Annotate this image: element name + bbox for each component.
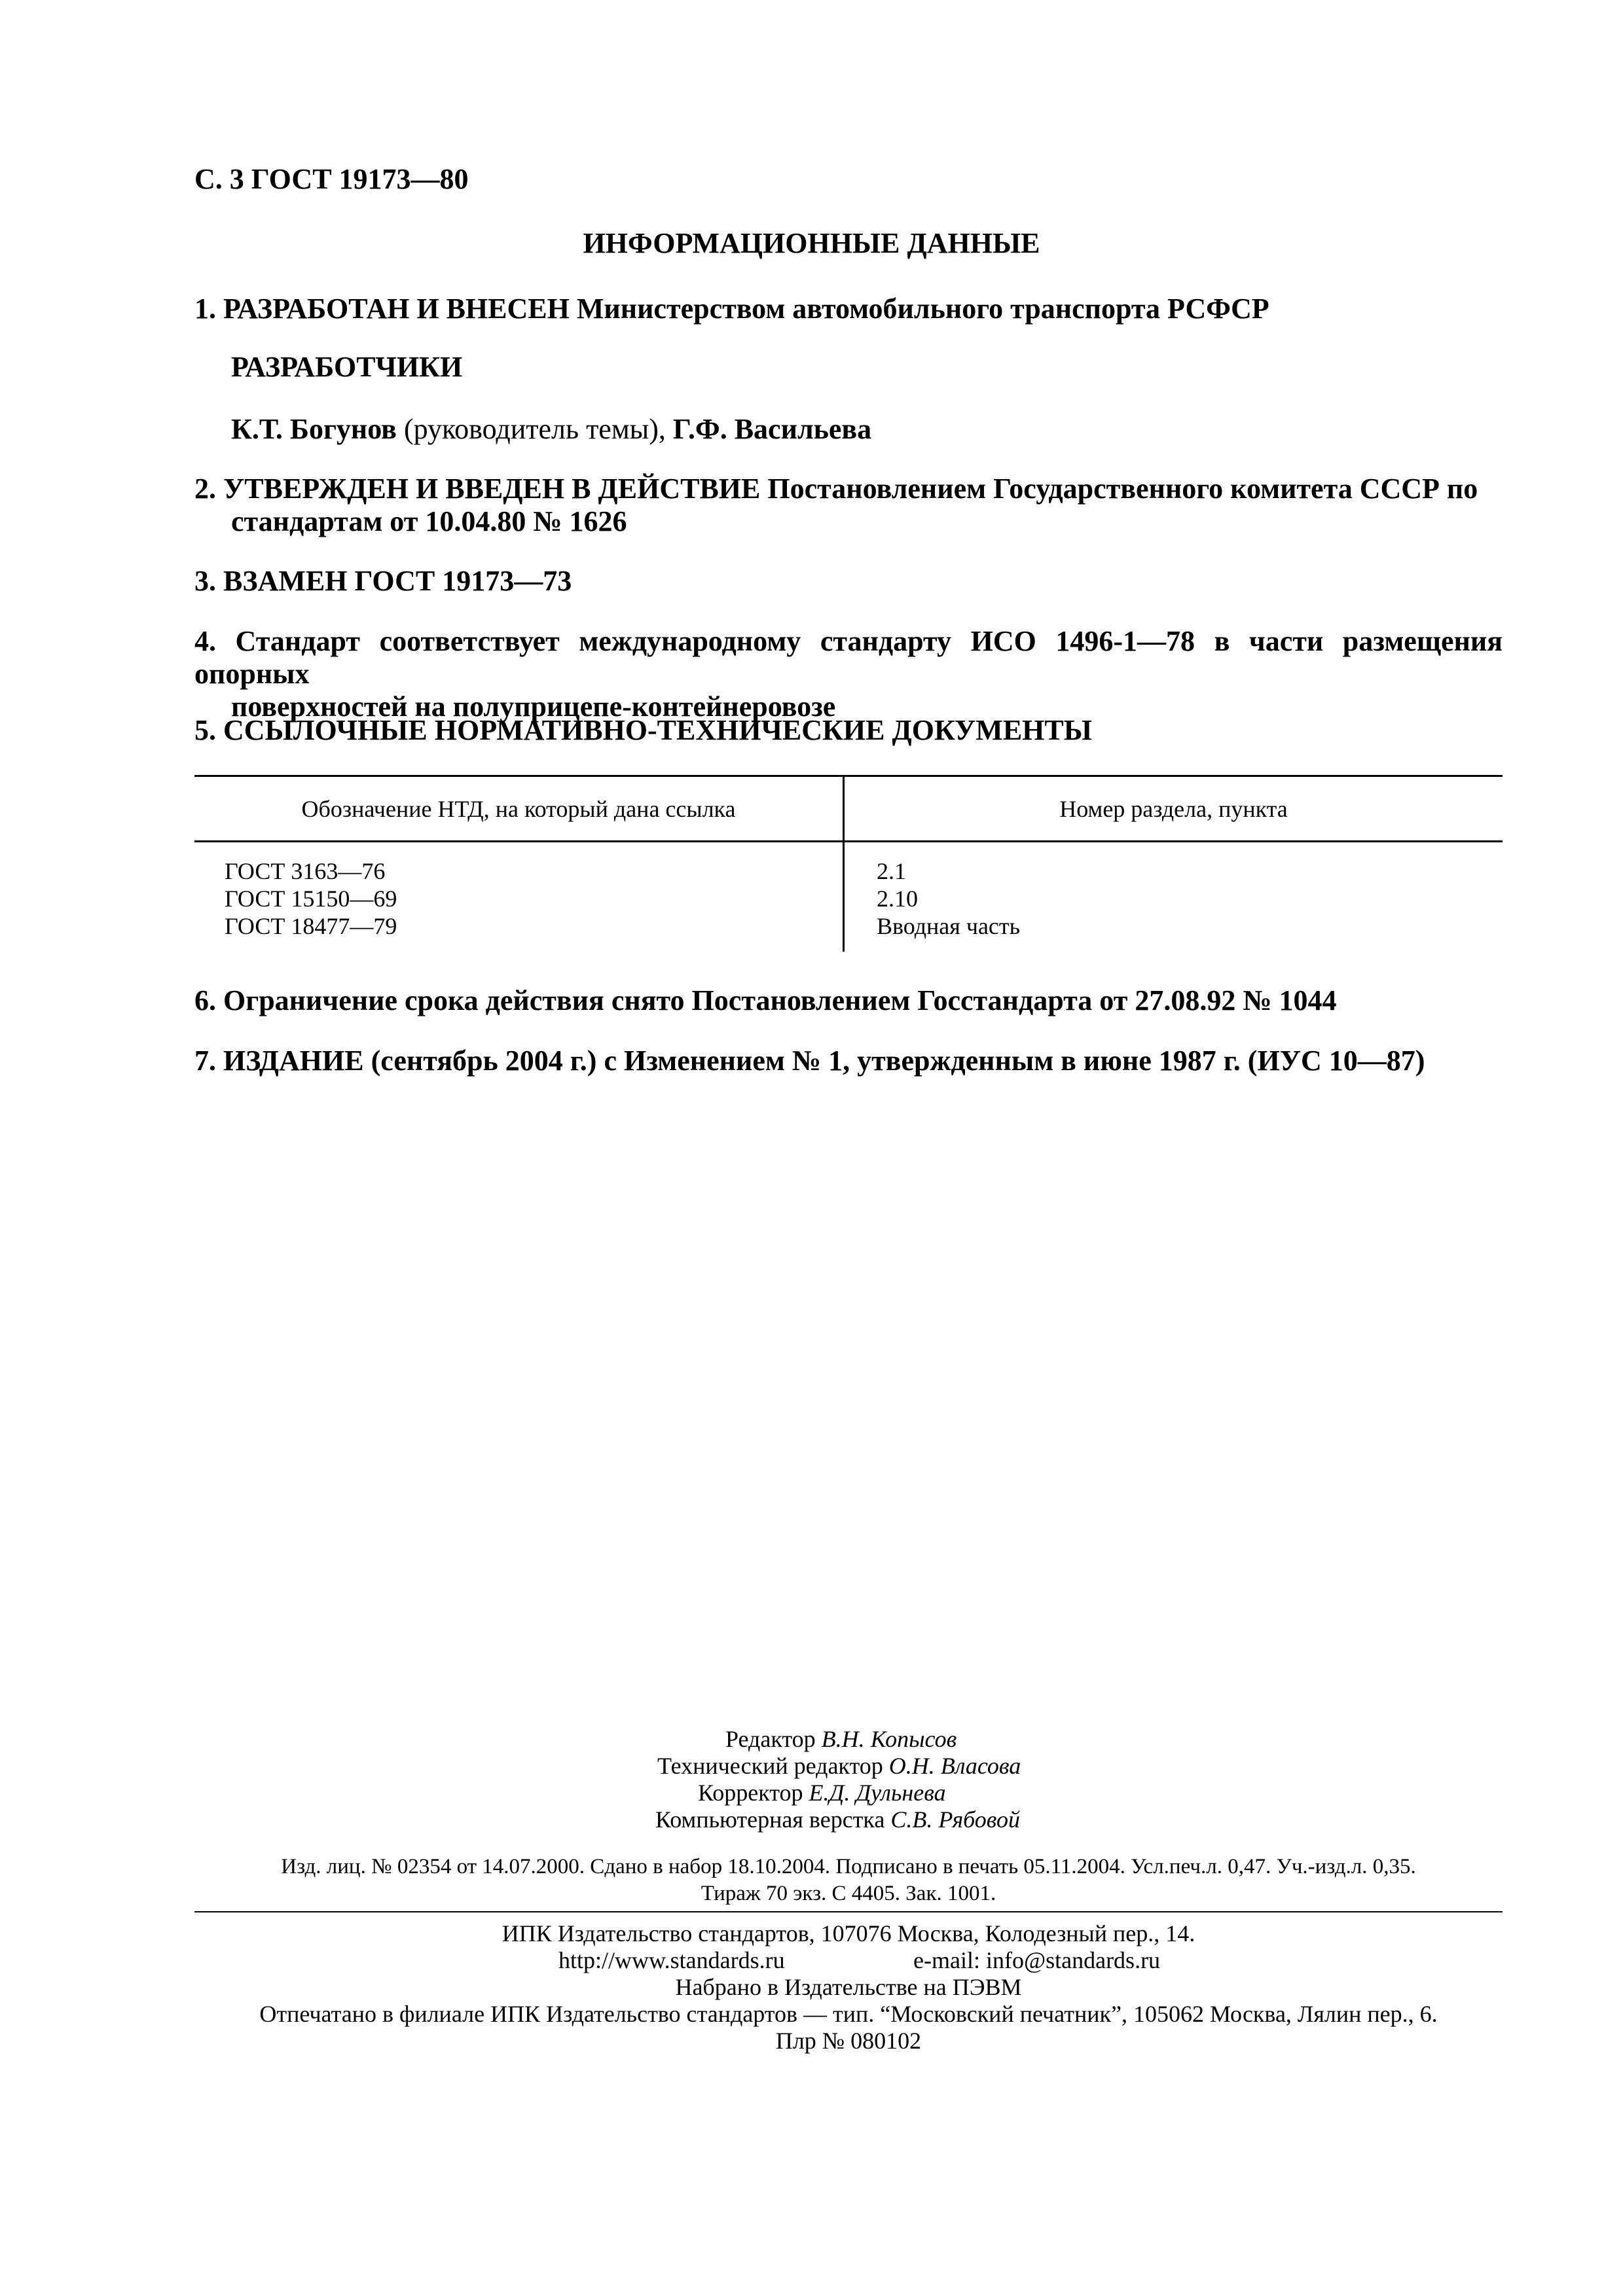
page-reference: С. 3 ГОСТ 19173—80 [194,163,469,195]
staff-role: Редактор [725,1726,822,1752]
developer-name: Г.Ф. Васильева [672,413,872,445]
item-6: 6. Ограничение срока действия снято Постановлением Госстандарта от 27.08.92 № 1044 [194,984,1337,1016]
table-cell: ГОСТ 3163—76 [225,858,386,884]
item-2-line-1: 2. УТВЕРЖДЕН И ВВЕДЕН В ДЕЙСТВИЕ Постановлением Государственного комитета СССР по [194,473,1478,505]
table-cell: ГОСТ 15150—69 [225,886,397,912]
imprint-rule [194,1911,1503,1912]
page-title: ИНФОРМАЦИОННЫЕ ДАННЫЕ [583,227,1040,259]
staff-role: Технический редактор [657,1753,889,1779]
staff-name: С.В. Рябовой [890,1806,1020,1833]
developers-line [231,412,871,446]
item-7: 7. ИЗДАНИЕ (сентябрь 2004 г.) с Изменением № 1, утвержденным в июне 1987 г. (ИУС 10—87) [194,1045,1425,1077]
publisher-address: ИПК Издательство стандартов, 107076 Москва, Колодезный пер., 14. [501,1920,1195,1946]
table-cell: 2.1 [877,858,906,884]
table-cell: Вводная часть [877,913,1021,939]
table-header-designation: Обозначение НТД, на который дана ссылка [301,796,736,822]
publisher-website: http://www.standards.ru [558,1947,785,1973]
item-3: 3. ВЗАМЕН ГОСТ 19173—73 [194,565,572,597]
staff-editor [725,1725,957,1753]
imprint-line-1: Изд. лиц. № 02354 от 14.07.2000. Сдано в набор 18.10.2004. Подписано в печать 05.11.2004. Усл.печ.л. 0,47. Уч.-изд.л. 0,35. [281,1855,1416,1878]
staff-tech-editor [657,1752,1021,1780]
developers-heading: РАЗРАБОТЧИКИ [231,351,463,383]
table-top-rule [194,775,1503,777]
table-header-section: Номер раздела, пункта [1059,796,1288,822]
item-5: 5. ССЫЛОЧНЫЕ НОРМАТИВНО-ТЕХНИЧЕСКИЕ ДОКУМЕНТЫ [194,714,1092,746]
publisher-email: e-mail: info@standards.ru [913,1947,1161,1973]
publisher-typeset: Набрано в Издательстве на ПЭВМ [675,1974,1022,2000]
staff-name: О.Н. Власова [888,1753,1021,1779]
table-cell: ГОСТ 18477—79 [225,913,397,939]
developer-name: К.Т. Богунов [231,413,397,445]
imprint-line-2: Тираж 70 экз. С 4405. Зак. 1001. [701,1882,996,1905]
staff-name: Е.Д. Дульнева [809,1780,946,1806]
publisher-license: Плр № 080102 [775,2028,922,2054]
item-4 [194,625,1503,723]
item-4-line-1: 4. Стандарт соответствует международному стандарту ИСО 1496-1—78 в части размещения опорных [194,625,1503,690]
staff-role: Компьютерная верстка [655,1806,891,1833]
item-2 [194,473,1503,538]
developer-role: (руководитель темы), [396,413,673,445]
staff-layout [655,1806,1020,1833]
publisher-printed: Отпечатано в филиале ИПК Издательство стандартов — тип. “Московский печатник”, 105062 Москва, Лялин пер., 6. [259,2001,1438,2027]
staff-corrector [698,1779,946,1806]
item-2-line-2: стандартам от 10.04.80 № 1626 [231,505,627,537]
item-1: 1. РАЗРАБОТАН И ВНЕСЕН Министерством автомобильного транспорта РСФСР [194,293,1269,325]
staff-name: В.Н. Копысов [821,1726,957,1752]
table-cell: 2.10 [877,886,918,912]
item-4-line-2: поверхностей на полуприцепе-контейнеровозе [231,691,836,723]
table-header-rule [194,840,1503,842]
staff-role: Корректор [698,1780,809,1806]
